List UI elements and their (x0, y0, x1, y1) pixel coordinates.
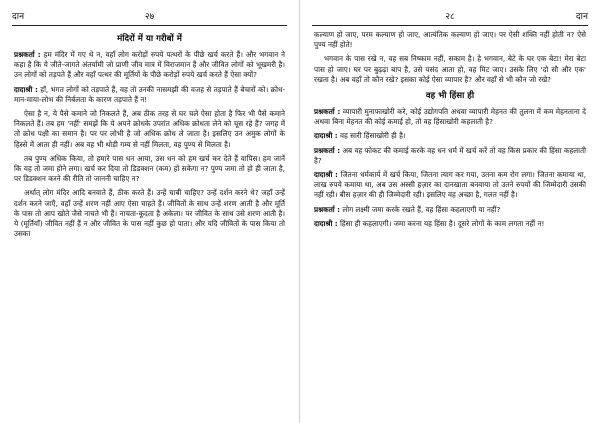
left-page (0, 0, 299, 423)
question-paragraph (314, 107, 586, 127)
header-rule (312, 25, 588, 26)
question-text: अब वह फोकट की कमाई करके वह धन धर्म में खर्च करें तो वह किस प्रकार की हिंसा कहलाती है? (314, 145, 586, 165)
speaker-label: दादाश्री : (14, 84, 38, 94)
answer-text: जितना धर्मकार्य में खर्च किया, जितना त्याग कर गया, उतना कम रोग लगा। जितना कमाया था, लाख रुपये कमाया था, अब उस अस्सी हज़ार का दानखाता बनवाया तो उतने रुपयों की जिम्मेदारी उसकी नहीं रही। बीस हज़ार की ही जिम्मेदारी रही। इसलिए वह अच्छा है, गलत नहीं है। (314, 170, 586, 200)
body-paragraph: ऐसा है न, ये पैसे कमाने जो निकलते हैं, अब ठीक तरह से घर चले ऐसा होता है फिर भी पैसे कमाने निकलते हैं। तब हम 'नहीं' समझें कि ये अपने क्रोधके उपरांत अधिक क्रोधता लेने को चूस रहे हैं? जगह में तो क्रोध पक्षी का समान है। पर पर लोभी है जो अधिक क्रोध ले जाता है। इसलिए उन अमुक लोगों के हिस्से में आता ही नहीं। अब वह भी थोड़ी गम्य से नहीं मिलता, वह पुण्य से मिलता है। (14, 109, 285, 149)
right-page-header (312, 10, 588, 24)
answer-paragraph (314, 219, 586, 229)
speaker-label: दादाश्री : (314, 170, 338, 180)
header-rule (12, 25, 287, 26)
speaker-label: प्रश्नकर्ता : (14, 50, 41, 59)
question-paragraph (14, 50, 285, 81)
section-title: वह भी हिंसा ही (425, 91, 475, 102)
speaker-label: दादाश्री : (314, 131, 338, 141)
right-page-body (314, 30, 586, 233)
body-paragraph: अर्थात् लोग मंदिर आदि बनवाते हैं, ठीक करते हैं। उन्हें चाबी चाहिए? उन्हें दर्शन करने थे? जहाँ उन्हें दर्शन करने जाएँ, वहाँ उन्हें शरण नहीं आए ऐसा चाहते हैं। जीवितों के साथ उन्हें शरण आती है और मूर्ति के पास तो आप खोते जैसे नाचते भी हैं। नाचता-कूदता है अकेला। पर जीवित के साथ उसे शरण आती है। ये (मूर्तियाँ) जीवित नहीं हैं न और जीवित के पास नहीं कुछ हो पाता। और यदि जीवितों के पास किया तो उसका (14, 188, 285, 239)
section-title: मंदिरों में या गरीबों में (117, 34, 182, 44)
answer-text: वह सारी हिंसाखोरी ही है। (339, 131, 406, 141)
answer-paragraph (14, 85, 285, 105)
question-paragraph (314, 205, 586, 215)
body-paragraph: भगवान के पास रखे न, वह सब निष्काम नहीं, सकाम है। हे भगवान, बेटे के घर एक बेटा! मेरा बेटा पास हो जाए। घर पर बुढ़ढ़ा बाप है, उसे पसंद आता हो, वह मिट जाए। उसके लिए 'दो सौ और एक' रखता है। अब वहाँ तो कौन रखे? इसका कोई ऐसा व्यापार है? और वहाँ से भी कौन जो रखे? (314, 54, 586, 84)
page-number: २८ (445, 12, 455, 22)
running-title: दान (575, 12, 588, 22)
speaker-label: प्रश्नकर्ता : (314, 107, 341, 117)
speaker-label: दादाश्री : (314, 218, 338, 228)
page-number: २७ (144, 12, 155, 22)
left-page-body (14, 30, 285, 243)
speaker-label: प्रश्नकर्ता : (314, 204, 341, 214)
body-paragraph: तब पुण्य अधिक किया, तो हमारे पास धन आया, उस धन को हम खर्च कर देते हैं वापिस। हम जानें कि यह तो जमा होने लगा। खर्च कर दिया तो डिडक्शन (कम) हो सकेगा न? पुण्य जमा तो हो ही जाता है, पर डिडक्शन करने की रीति तो जाननी चाहिए न? (14, 153, 285, 184)
answer-text: हिंसा ही कहलाएगी। जमा करना यह हिंसा है। दूसरे लोगों के काम लगता नहीं न! (339, 218, 545, 228)
body-paragraph: कल्याण हो जाए, परम कल्याण हो जाए, आत्यंतिक कल्याण हो जाए। पर ऐसी शक्ति नहीं होती न? ऐसे पुण्य नहीं होते! (314, 30, 586, 50)
answer-paragraph (314, 131, 586, 141)
answer-paragraph (314, 170, 586, 201)
speaker-label: प्रश्नकर्ता : (314, 145, 341, 155)
answer-text: हाँ, भगत लोगों को तड़पाते हैं, वह तो उनकी नासमझी की वजह से तड़पाते हैं बेचारों को। क्रोध-मान-माया-लोभ की निर्बलता के कारण तड़पाते हैं न! (14, 84, 285, 104)
question-text: व्यापारी मुनाफाखोरी करे, कोई उद्योगपति अथवा व्यापारी मेहनत की तुलना में कम मेहनताना दे अथवा बिना मेहनत की कोई कमाई हो, तो वह हिंसाखोरी कहलाती है? (314, 107, 586, 127)
right-page (300, 0, 600, 423)
running-title: दान (12, 12, 25, 22)
question-text: लोग लक्ष्मी जमा करके रखते हैं, वह हिंसा कहलाएगी या नहीं? (342, 204, 501, 214)
question-text: हम मंदिर में गए थे न, वहाँ लोग करोड़ों रुपये पत्थरों के पीछे खर्च करते हैं। और भगवान ने कहा है कि ये जीते-जागते अंतर्यामी जो प्राणी जीव मात्र में विराजमान हैं और जीवित लोगों को भूखमरी है। उन लोगों को तड़पते हैं और वहाँ पत्थर की मूर्तियों के पीछे करोड़ों रुपये खर्च करते हैं ऐसा क्यों? (14, 50, 285, 80)
question-paragraph (314, 146, 586, 166)
left-page-header (12, 10, 287, 24)
